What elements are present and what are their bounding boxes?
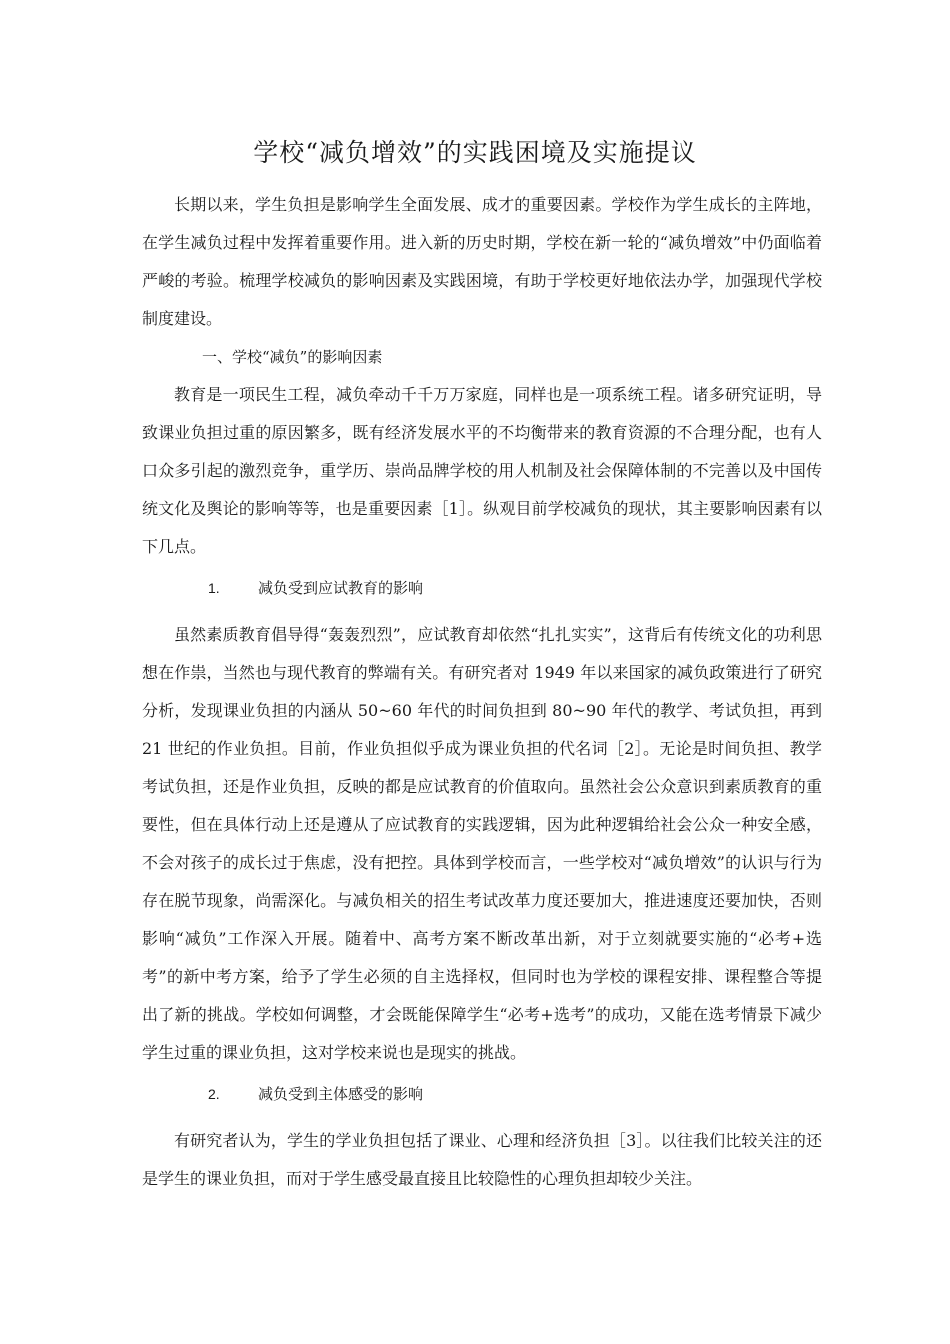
intro-paragraph: 长期以来，学生负担是影响学生全面发展、成才的重要因素。学校作为学生成长的主阵地，在学生减负过程中发挥着重要作用。进入新的历史时期，学校在新一轮的“减负增效”中仍面临着严峻的考验。梳理学校减负的影响因素及实践困境，有助于学校更好地依法办学，加强现代学校制度建设。 [142, 195, 822, 328]
document-body [142, 186, 822, 1198]
document-title: 学校“减负增效”的实践困境及实施提议 [253, 138, 697, 167]
section-1-paragraph: 教育是一项民生工程，减负牵动千千万万家庭，同样也是一项系统工程。诸多研究证明，导致课业负担过重的原因繁多，既有经济发展水平的不均衡带来的教育资源的不合理分配，也有人口众多引起的激烈竞争，重学历、崇尚品牌学校的用人机制及社会保障体制的不完善以及中国传统文化及舆论的影响等等，也是重要因素［1］。纵观目前学校减负的现状，其主要影响因素有以下几点。 [142, 385, 822, 556]
item-2-paragraph: 有研究者认为，学生的学业负担包括了课业、心理和经济负担［3］。以往我们比较关注的还是学生的课业负担，而对于学生感受最直接且比较隐性的心理负担却较少关注。 [142, 1131, 822, 1188]
section-heading-1: 一、学校“减负”的影响因素 [202, 348, 383, 366]
numbered-heading-2 [142, 1076, 822, 1112]
item-1-paragraph: 虽然素质教育倡导得“轰轰烈烈”，应试教育却依然“扎扎实实”，这背后有传统文化的功利思想在作祟，当然也与现代教育的弊端有关。有研究者对 1949 年以来国家的减负政策进行了研究分析，发现课业负担的内涵从 50~60 年代的时间负担到 80~90 年代的教学、考试负担，再到 21 世纪的作业负担。目前，作业负担似乎成为课业负担的代名词［2］。无论是时间负担、教学考试负担，还是作业负担，反映的都是应试教育的价值取向。虽然社会公众意识到素质教育的重要性，但在具体行动上还是遵从了应试教育的实践逻辑，因为此种逻辑给社会公众一种安全感，不会对孩子的成长过于焦虑，没有把控。具体到学校而言，一些学校对“减负增效”的认识与行为存在脱节现象，尚需深化。与减负相关的招生考试改革力度还要加大，推进速度还要加快，否则影响“减负”工作深入开展。随着中、高考方案不断改革出新，对于立刻就要实施的“必考+选考”的新中考方案，给予了学生必须的自主选择权，但同时也为学校的课程安排、课程整合等提出了新的挑战。学校如何调整，才会既能保障学生“必考+选考”的成功，又能在选考情景下减少学生过重的课业负担，这对学校来说也是现实的挑战。 [142, 625, 822, 1062]
numbered-heading-1 [142, 570, 822, 606]
item-number: 1. [208, 580, 220, 596]
item-number: 2. [208, 1086, 220, 1102]
item-label: 减负受到主体感受的影响 [258, 1085, 424, 1103]
item-label: 减负受到应试教育的影响 [258, 579, 424, 597]
